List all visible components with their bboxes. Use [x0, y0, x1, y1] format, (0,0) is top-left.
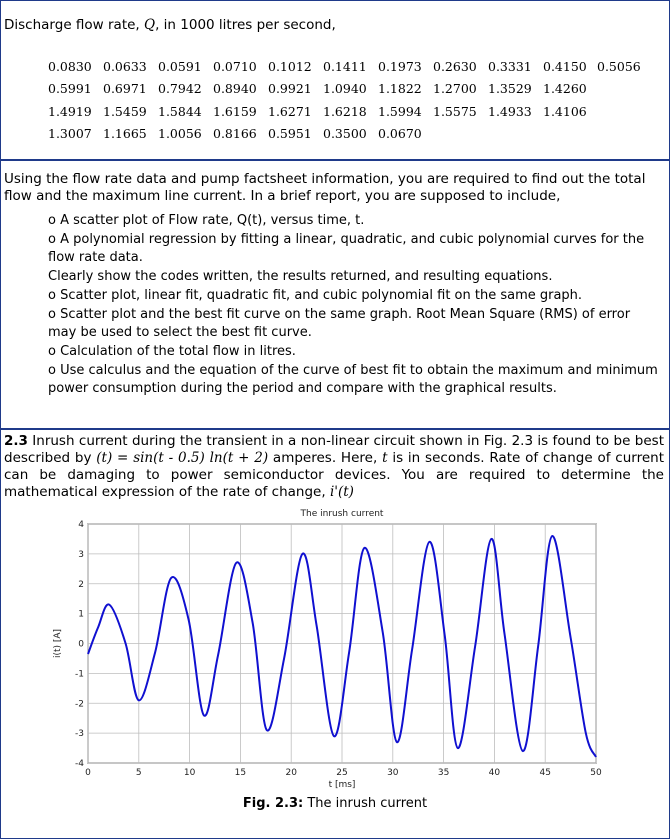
- flow-rate-value: 1.4260: [543, 81, 587, 96]
- flow-rate-value: 0.5991: [48, 81, 92, 96]
- flow-rate-value: 0.0830: [48, 59, 92, 74]
- x-tick-label: 0: [85, 768, 91, 778]
- flow-rate-value: 0.2630: [433, 59, 477, 74]
- chart-title: The inrush current: [300, 509, 384, 519]
- section-text: Inrush current during the transient in a non-linear circuit shown in Fig. 2.3 is found to be best described by: [4, 433, 664, 466]
- flow-rate-value: 1.3529: [488, 81, 532, 96]
- flow-rate-value: 0.8166: [213, 126, 257, 141]
- flow-rate-value: 1.0056: [158, 126, 202, 141]
- x-tick-label: 30: [387, 768, 399, 778]
- flow-rate-value: 0.1973: [378, 59, 422, 74]
- caption-label: Fig. 2.3:: [242, 796, 304, 811]
- caption-text: The inrush current: [303, 796, 428, 811]
- task-item: o Calculation of the total flow in litres.: [48, 343, 296, 359]
- section-2-3-paragraph: [4, 433, 664, 501]
- section-text: is in seconds. Rate of change of current can be damaging to power semiconductor devices. You are required to determine the mathematical expression of the rate of change,: [4, 450, 664, 500]
- y-axis-label: i(t) [A]: [53, 628, 63, 659]
- flow-rate-value: 0.0710: [213, 59, 257, 74]
- flow-rate-value: 1.5994: [378, 104, 422, 119]
- flow-rate-value: 1.5575: [433, 104, 477, 119]
- intro-suffix: , in 1000 litres per second,: [155, 17, 336, 33]
- y-tick-label: -4: [75, 759, 84, 769]
- current-formula: (t) = sin(t - 0.5) ln(t + 2): [96, 450, 269, 466]
- derivative-formula: i'(t): [329, 484, 354, 500]
- flow-rate-value: 0.4150: [543, 59, 587, 74]
- task-item: o A polynomial regression by fitting a linear, quadratic, and cubic polynomial curves for the flow rate data.: [48, 231, 645, 266]
- section-number: 2.3: [4, 433, 28, 449]
- flow-rate-value: 0.3331: [488, 59, 532, 74]
- y-tick-label: -1: [75, 669, 84, 680]
- time-variable: t: [382, 450, 388, 466]
- inrush-current-chart: [48, 506, 608, 794]
- flow-rate-value: 0.6971: [103, 81, 147, 96]
- flow-rate-value: 1.6218: [323, 104, 367, 119]
- intro-prefix: Discharge flow rate,: [4, 17, 145, 33]
- flow-rate-value: 1.1665: [103, 126, 147, 141]
- flow-rate-value: 1.4106: [543, 104, 587, 119]
- flow-rate-value: 0.7942: [158, 81, 202, 96]
- section-text: amperes. Here,: [268, 450, 383, 466]
- flow-rate-value: 1.6271: [268, 104, 312, 119]
- y-tick-label: -2: [75, 699, 84, 710]
- y-tick-label: 0: [78, 639, 84, 650]
- flow-rate-value: 0.9921: [268, 81, 312, 96]
- x-tick-label: 25: [336, 768, 348, 778]
- flow-rate-value: 1.5844: [158, 104, 202, 119]
- task-list: [48, 212, 662, 399]
- x-axis-label: t [ms]: [328, 780, 356, 790]
- y-tick-label: 3: [78, 549, 84, 560]
- task-item: o A scatter plot of Flow rate, Q(t), versus time, t.: [48, 213, 365, 228]
- flow-rate-value: 0.5056: [597, 59, 641, 74]
- flow-rate-value: 0.8940: [213, 81, 257, 96]
- intro-line: [4, 17, 662, 34]
- x-tick-label: 45: [539, 768, 551, 778]
- flow-rate-value: 1.2700: [433, 81, 477, 96]
- flow-rate-value: 1.1822: [378, 81, 422, 96]
- task-item: Clearly show the codes written, the results returned, and resulting equations.: [48, 269, 553, 285]
- flow-rate-value: 1.4919: [48, 104, 92, 119]
- flow-rate-value: 0.0591: [158, 59, 202, 74]
- x-tick-label: 40: [488, 768, 501, 778]
- y-tick-label: 4: [78, 520, 84, 530]
- flow-rate-value: 1.6159: [213, 104, 257, 119]
- flow-rate-value: 1.0940: [323, 81, 367, 96]
- x-tick-label: 20: [285, 768, 297, 778]
- instructions-paragraph: Using the flow rate data and pump factsheet information, you are required to find out the total flow and the maximum line current. In a brief report, you are supposed to include,: [4, 171, 646, 204]
- y-tick-label: 1: [78, 609, 84, 620]
- figure-caption: [0, 796, 670, 811]
- flow-rate-value: 1.3007: [48, 126, 92, 141]
- flow-rate-value: 0.1012: [268, 59, 312, 74]
- flow-rate-value: 1.4933: [488, 104, 532, 119]
- flow-rate-value: 0.1411: [323, 59, 367, 74]
- flow-rate-value: 0.5951: [268, 126, 312, 141]
- task-item: o Scatter plot and the best fit curve on the same graph. Root Mean Square (RMS) of error may be used to select the best fit curve.: [48, 306, 631, 341]
- section-divider: [0, 159, 670, 161]
- section-divider: [0, 428, 670, 430]
- x-tick-label: 35: [437, 768, 450, 778]
- flow-rate-value: 0.0670: [378, 126, 422, 141]
- flow-rate-value: 0.3500: [323, 126, 367, 141]
- task-item: o Use calculus and the equation of the curve of best fit to obtain the maximum and minimum power consumption during the period and compare with the graphical results.: [48, 362, 658, 397]
- flow-rate-value: 0.0633: [103, 59, 147, 74]
- flow-rate-value: 1.5459: [103, 104, 147, 119]
- x-tick-label: 15: [234, 768, 247, 778]
- x-tick-label: 5: [135, 768, 142, 778]
- x-tick-label: 50: [590, 768, 602, 778]
- flow-symbol: Q: [144, 17, 156, 33]
- y-tick-label: 2: [78, 579, 84, 590]
- y-tick-label: -3: [75, 729, 84, 740]
- task-item: o Scatter plot, linear fit, quadratic fit, and cubic polynomial fit on the same graph.: [48, 287, 583, 303]
- x-tick-label: 10: [183, 768, 196, 778]
